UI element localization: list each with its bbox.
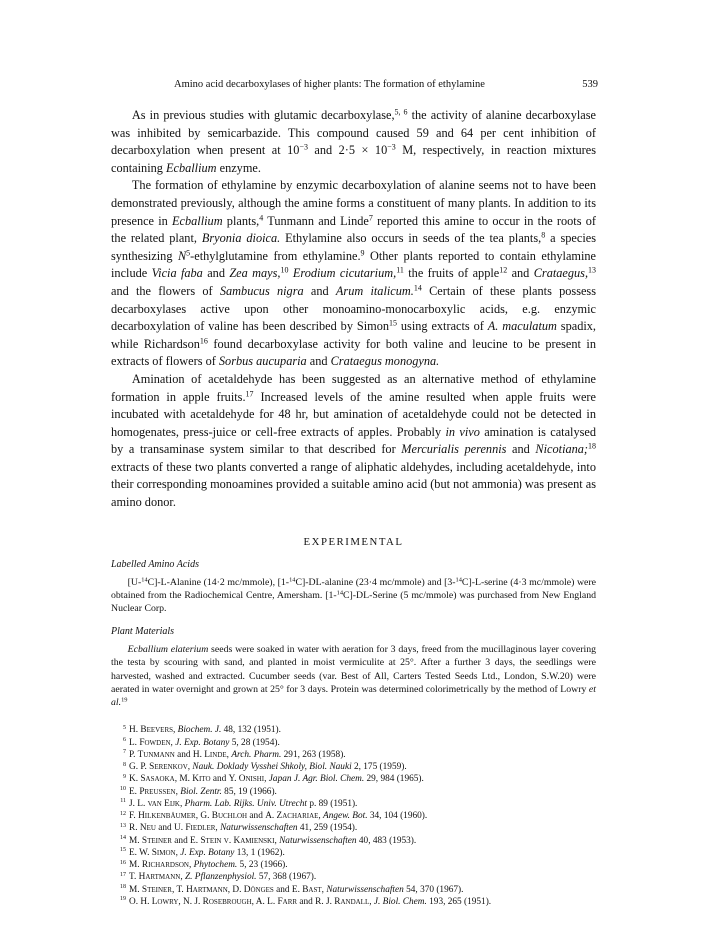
reference-item: $^{12}$ F. Hilkenbäumer, G. Buchloh and A. Zachariae, Angew. Bot. 34, 104 (1960). xyxy=(119,810,428,822)
text-run: 57, 368 (1967). xyxy=(256,872,317,883)
author-name: J. L. van Eijk, xyxy=(129,798,185,809)
text-run: Certain of these plants possess decarboxylases active upon other monoamino-monocarboxylic acids, e.g. enzymic decarboxylation of valine has been described by Simon xyxy=(111,283,597,334)
reference-item: $^9$ K. Sasaoka, M. Kito and Y. Onishi, Japan J. Agr. Biol. Chem. 29, 984 (1965). xyxy=(122,773,424,785)
author-name: O. H. Lowry, N. J. Rosebrough, A. L. Farr xyxy=(129,896,298,907)
text-run: 34, 104 (1960). xyxy=(367,811,428,822)
author-name: E. Stein v. Kamienski, xyxy=(190,835,280,846)
author-name: M. Steiner xyxy=(129,835,172,846)
text-run: 85, 19 (1966). xyxy=(221,786,277,797)
author-name: M. Richardson, xyxy=(129,860,194,871)
body-paragraph xyxy=(111,177,596,371)
footnote-marker: 19 xyxy=(121,696,128,704)
running-head-title: Amino acid decarboxylases of higher plants: The formation of ethylamine xyxy=(174,79,485,90)
italic-text: Arum italicum. xyxy=(335,283,414,298)
labelled-amino-acids-text xyxy=(111,576,596,616)
footnote-marker: 5, 6 xyxy=(394,107,408,117)
text-run: 41, 259 (1954). xyxy=(297,823,358,834)
reference-item: $^{17}$ T. Hartmann, Z. Pflanzenphysiol. 57, 368 (1967). xyxy=(119,871,317,883)
text-run: Ethylamine also occurs in seeds of the tea plants, xyxy=(280,231,542,246)
text-run: and xyxy=(297,896,316,907)
text-run: C]-L-Alanine (14·2 mc/mmole), [1- xyxy=(147,576,290,588)
text-run: and xyxy=(247,811,266,822)
text-run: and xyxy=(171,835,191,846)
italic-text: Biochem. J. xyxy=(177,725,222,736)
footnote-marker: 14 xyxy=(413,283,422,293)
author-name: U. Fiedler, xyxy=(173,823,221,834)
author-name: P. Tunmann xyxy=(129,749,175,760)
text-run: and xyxy=(273,884,292,895)
italic-text: Mercurialis perennis xyxy=(401,442,507,457)
reference-item: $^{10}$ E. Preussen, Biol. Zentr. 85, 19 (1966). xyxy=(119,786,277,797)
reference-item: $^{15}$ E. W. Simon, J. Exp. Botany 13, 1 (1962). xyxy=(119,847,285,858)
body-paragraph xyxy=(111,371,596,512)
text-run: The formation of ethylamine by enzymic decarboxylation of alanine seems not to have been demonstrated previously, although the amine forms a constituent of many plants. In addition to its presence in xyxy=(111,178,596,228)
italic-text: Zea mays, xyxy=(229,266,281,281)
text-run: and xyxy=(506,442,536,457)
text-run: and 2·5 × 10 xyxy=(307,143,388,158)
text-run: the activity of alanine decarboxylase was inhibited by semicarbazide. This compound caused 59 and 64 per cent inhibition of decarboxylation when present at 10 xyxy=(111,108,596,158)
italic-text: Nicotiana; xyxy=(535,442,589,457)
text-run: 5, 28 (1954). xyxy=(229,737,280,748)
author-name: L. Fowden, xyxy=(129,737,176,748)
italic-text: Pharm. Lab. Rijks. Univ. Utrecht xyxy=(184,798,308,809)
footnote-marker: 7 xyxy=(368,213,373,223)
italic-text: Naturwissenschaften xyxy=(326,884,404,895)
footnote-marker: 8 xyxy=(541,230,546,240)
footnote-marker: 17 xyxy=(245,389,254,399)
author-name: T. Hartmann, xyxy=(129,872,185,883)
footnote-marker: 15 xyxy=(389,318,397,328)
italic-text: in vivo xyxy=(445,424,480,439)
italic-text: Ecballium elaterium xyxy=(127,644,209,656)
reference-list xyxy=(111,724,596,908)
italic-text: Ecballium xyxy=(172,213,223,228)
article-body xyxy=(111,107,596,908)
footnote-marker: 14 xyxy=(141,576,148,584)
author-name: Y. Onishi, xyxy=(228,774,269,785)
italic-text: et al. xyxy=(111,683,596,709)
text-run: spadix, while Richardson xyxy=(111,319,596,351)
text-run: the fruits of apple xyxy=(403,266,500,281)
author-name: F. Hilkenbäumer, G. Buchloh xyxy=(129,811,248,822)
italic-text: Ecballium xyxy=(165,160,217,175)
subheading-labelled-amino-acids: Labelled Amino Acids xyxy=(111,558,199,570)
reference-item: $^{13}$ R. Neu and U. Fiedler, Naturwissenschaften 41, 259 (1954). xyxy=(119,822,358,834)
footnote-marker: 11 xyxy=(396,265,404,275)
text-run: 54, 370 (1967). xyxy=(403,884,464,895)
footnote-marker: 10 xyxy=(280,265,289,275)
italic-text: Vicia faba xyxy=(151,266,203,281)
footnote-marker: 5 xyxy=(186,248,191,258)
footnote-marker: 14 xyxy=(289,576,296,584)
author-name: H. Linde, xyxy=(192,749,232,760)
text-run: 5, 23 (1966). xyxy=(237,860,288,871)
text-run: and the flowers of xyxy=(111,283,220,298)
reference-item: $^{14}$ M. Steiner and E. Stein v. Kamienski, Naturwissenschaften 40, 483 (1953). xyxy=(119,835,417,846)
italic-text: Sorbus aucuparia xyxy=(218,354,307,369)
author-name: K. Sasaoka, M. Kito xyxy=(129,774,211,785)
reference-item: $^{16}$ M. Richardson, Phytochem. 5, 23 (1966). xyxy=(119,859,288,871)
author-name: E. W. Simon, xyxy=(129,847,181,858)
author-name: E. Bast, xyxy=(291,884,327,895)
italic-text: Sambucus nigra xyxy=(219,283,304,298)
text-run: p. 89 (1951). xyxy=(307,798,358,809)
reference-item: $^7$ P. Tunmann and H. Linde, Arch. Pharm. 291, 263 (1958). xyxy=(122,749,346,760)
text-run: As in previous studies with glutamic decarboxylase, xyxy=(131,108,395,122)
footnote-marker: 9 xyxy=(360,248,365,258)
text-run: 193, 265 (1951). xyxy=(426,896,492,907)
text-run: C]-DL-Serine (5 mc/mmole) was purchased from New England Nuclear Corp. xyxy=(111,589,596,615)
subheading-plant-materials: Plant Materials xyxy=(111,626,175,638)
footnote-marker: 13 xyxy=(588,265,597,275)
footnote-marker: 14 xyxy=(455,576,462,584)
body-paragraph xyxy=(111,107,596,177)
italic-text: Naturwissenschaften xyxy=(279,835,357,846)
text-run: and xyxy=(174,749,193,760)
italic-text: A. maculatum xyxy=(487,319,557,334)
footnote-marker: 18 xyxy=(588,441,597,451)
text-run: Amination of acetaldehyde has been suggested as an alternative method of ethylamine formation in apple fruits. xyxy=(111,371,596,404)
reference-item: $^{11}$ J. L. van Eijk, Pharm. Lab. Rijks. Univ. Utrecht p. 89 (1951). xyxy=(120,798,358,809)
italic-text: Arch. Pharm. xyxy=(231,749,282,760)
italic-text: Crataegus, xyxy=(533,266,589,281)
text-run: C]-DL-alanine (23·4 mc/mmole) and [3- xyxy=(295,576,456,588)
text-run: 2, 175 (1959). xyxy=(351,762,407,773)
italic-text: J. Biol. Chem. xyxy=(373,896,427,907)
text-run: amination is catalysed by a transaminase system similar to that described for xyxy=(111,424,596,457)
author-name: A. Zachariae, xyxy=(265,811,324,822)
text-run: [U- xyxy=(127,576,142,588)
text-run: and xyxy=(202,266,230,281)
italic-text: Angew. Bot. xyxy=(323,811,368,822)
text-run: enzyme. xyxy=(216,160,261,175)
italic-text: Biol. Zentr. xyxy=(180,786,222,797)
text-run: Tunmann and Linde xyxy=(263,213,369,228)
text-run: extracts of these two plants converted a range of aliphatic aldehydes, including acetaldehyde, into their corresponding monoamines provided a suitable amino acid (but not ammonia) was present as amino donor. xyxy=(111,459,596,510)
reference-item: $^5$ H. Beevers, Biochem. J. 48, 132 (1951). xyxy=(122,724,281,736)
text-run: Increased levels of the amine resulted when apple fruits were incubated with acetaldehyde for 48 hr, but amination of acetaldehyde could not be detected in homogenates, press-juice or cell-free extracts of apples. Probably xyxy=(111,389,596,439)
footnote-marker: 14 xyxy=(336,589,343,597)
footnote-marker: −3 xyxy=(299,142,308,152)
author-name: H. Beevers, xyxy=(129,725,178,736)
author-name: E. Preussen, xyxy=(129,786,181,797)
text-run: a species synthesizing xyxy=(111,231,596,263)
footnote-marker: −3 xyxy=(387,142,396,152)
italic-text: Japan J. Agr. Biol. Chem. xyxy=(268,774,365,785)
author-name: R. Neu xyxy=(129,823,156,834)
text-run: 291, 263 (1958). xyxy=(281,749,346,760)
author-name: R. J. Randall, xyxy=(315,896,374,907)
italic-text: Bryonia dioica. xyxy=(201,231,281,246)
section-heading-experimental: EXPERIMENTAL xyxy=(303,535,404,548)
text-run: using extracts of xyxy=(396,319,488,334)
plant-materials-text xyxy=(111,643,596,709)
footnote-marker: 4 xyxy=(259,213,264,223)
italic-text: Crataegus monogyna. xyxy=(330,354,440,369)
italic-text: Phytochem. xyxy=(193,860,238,871)
footnote-marker: 12 xyxy=(499,265,508,275)
text-run: Other plants reported to contain ethylamine include xyxy=(111,248,596,281)
text-run: 48, 132 (1951). xyxy=(221,725,281,736)
reference-item: $^{19}$ O. H. Lowry, N. J. Rosebrough, A. L. Farr and R. J. Randall, J. Biol. Chem. 193, 265 (1951). xyxy=(119,896,492,907)
author-name: G. P. Serenkov, xyxy=(129,762,193,773)
italic-text: Erodium cicutarium, xyxy=(292,266,397,281)
reference-item: $^6$ L. Fowden, J. Exp. Botany 5, 28 (1954). xyxy=(122,737,280,748)
text-run: -ethylglutamine from ethylamine. xyxy=(190,248,361,263)
italic-text: Naturwissenschaften xyxy=(220,823,298,834)
italic-text: Z. Pflanzenphysiol. xyxy=(184,872,257,883)
reference-item: $^{18}$ M. Steiner, T. Hartmann, D. Dönges and E. Bast, Naturwissenschaften 54, 370 (1967). xyxy=(119,884,464,895)
text-run: 13, 1 (1962). xyxy=(234,847,285,858)
reference-item: $^8$ G. P. Serenkov, Nauk. Doklady Vysshei Shkoly, Biol. Nauki 2, 175 (1959). xyxy=(122,761,407,773)
text-run: and xyxy=(303,283,336,298)
author-name: M. Steiner, T. Hartmann, D. Dönges xyxy=(129,884,274,895)
italic-text: N xyxy=(177,248,187,263)
text-run: and xyxy=(210,774,229,785)
italic-text: J. Exp. Botany xyxy=(175,737,230,748)
text-run: plants, xyxy=(222,213,260,228)
text-run: reported this amine to occur in the roots of the related plant, xyxy=(111,213,596,246)
italic-text: Nauk. Doklady Vysshei Shkoly, Biol. Nauki xyxy=(192,762,352,773)
text-run: and xyxy=(306,354,331,369)
text-run: and xyxy=(155,823,174,834)
italic-text: J. Exp. Botany xyxy=(180,847,235,858)
text-run: seeds were soaked in water with aeration for 3 days, freed from the mucillaginous layer covering the testa by scouring with sand, and planted in moist vermiculite at 25°. After a further 3 days, the seedlings were harvested, washed and extracted. Cucumber seeds (var. Best of All, Carters Tested Seeds Ltd., London, S.W.20) were aerated in water overnight and grown at 25° for 3 days. Protein was determined colorimetrically by the method of Lowry xyxy=(111,644,596,695)
page-number: 539 xyxy=(582,79,598,90)
text-run: 40, 483 (1953). xyxy=(356,835,417,846)
text-run: M, respectively, in reaction mixtures containing xyxy=(111,143,596,175)
footnote-marker: 16 xyxy=(199,336,208,346)
text-run: and xyxy=(507,266,534,281)
text-run: C]-L-serine (4·3 mc/mmole) were obtained from the Radiochemical Centre, Amersham. [1- xyxy=(111,576,596,601)
text-run: 29, 984 (1965). xyxy=(364,774,424,785)
text-run: found decarboxylase activity for both valine and leucine to be present in extracts of flowers of xyxy=(111,336,596,369)
